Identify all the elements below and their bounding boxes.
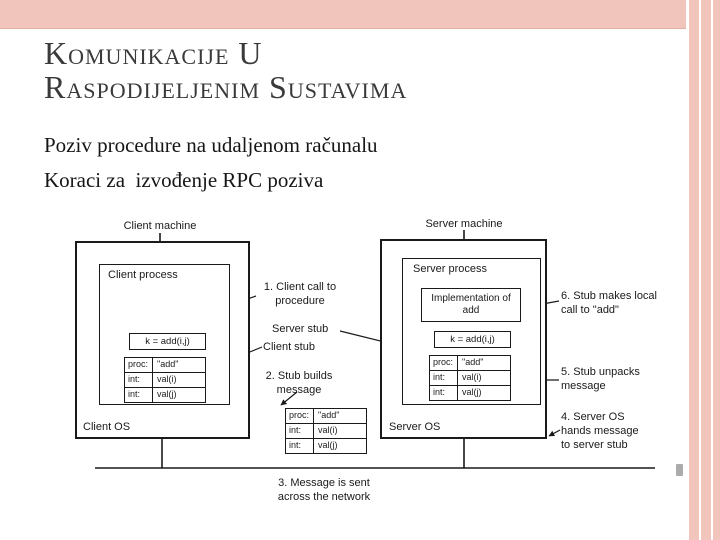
implementation-box xyxy=(421,288,521,322)
server-stub-label: Server stub xyxy=(272,323,329,335)
arrow-step4 xyxy=(549,430,560,436)
client-call-box: k = add(i,j) xyxy=(129,333,206,350)
message-key: int: xyxy=(286,424,314,438)
step2-label: 2. Stub builds message xyxy=(265,370,333,396)
message-value: val(i) xyxy=(157,374,177,384)
client-stub-label: Client stub xyxy=(263,341,315,353)
client-os-label: Client OS xyxy=(83,421,131,433)
step5-label: 5. Stub unpacks message xyxy=(561,366,640,392)
server-stub-message-box xyxy=(429,355,511,401)
message-key: proc: xyxy=(430,356,458,370)
server-os-label: Server OS xyxy=(389,421,441,433)
message-row xyxy=(286,409,366,423)
message-value: val(j) xyxy=(318,440,338,450)
network-message-box xyxy=(285,408,367,454)
message-row xyxy=(430,370,510,385)
message-key: int: xyxy=(430,371,458,385)
message-row xyxy=(125,372,205,387)
client-machine-label: Client machine xyxy=(123,220,197,232)
message-value: "add" xyxy=(157,359,179,369)
client-stub-message-box xyxy=(124,357,206,403)
message-value: "add" xyxy=(462,357,484,367)
message-row xyxy=(286,438,366,453)
subtitle-line1: Poziv procedure na udaljenom računalu xyxy=(44,133,378,157)
message-key: proc: xyxy=(125,358,153,372)
step4-label: 4. Server OS hands message to server stub xyxy=(561,411,639,451)
step1-label: 1. Client call to procedure xyxy=(263,281,337,307)
message-key: int: xyxy=(430,386,458,400)
message-key: int: xyxy=(125,373,153,387)
message-key: int: xyxy=(125,388,153,402)
slide-title-line2: Raspodijeljenim Sustavima xyxy=(44,69,408,106)
message-row xyxy=(286,423,366,438)
server-machine-label: Server machine xyxy=(425,218,503,230)
message-value: "add" xyxy=(318,410,340,420)
subtitle-line2: Koraci za izvođenje RPC poziva xyxy=(44,168,324,192)
message-value: val(i) xyxy=(462,372,482,382)
step6-label: 6. Stub makes local call to "add" xyxy=(561,290,657,316)
message-value: val(j) xyxy=(157,389,177,399)
message-key: int: xyxy=(286,439,314,453)
step3-label: 3. Message is sent across the network xyxy=(277,477,371,503)
message-value: val(i) xyxy=(318,425,338,435)
client-process-label: Client process xyxy=(108,269,178,281)
slide-title-line1: Komunikacije U xyxy=(44,35,263,71)
message-value: val(j) xyxy=(462,387,482,397)
message-row xyxy=(430,385,510,400)
server-call-box: k = add(i,j) xyxy=(434,331,511,348)
message-row xyxy=(125,358,205,372)
message-key: proc: xyxy=(286,409,314,423)
implementation-label: Implementation of add xyxy=(431,293,511,316)
server-process-label: Server process xyxy=(413,263,487,275)
message-row xyxy=(125,387,205,402)
message-row xyxy=(430,356,510,370)
